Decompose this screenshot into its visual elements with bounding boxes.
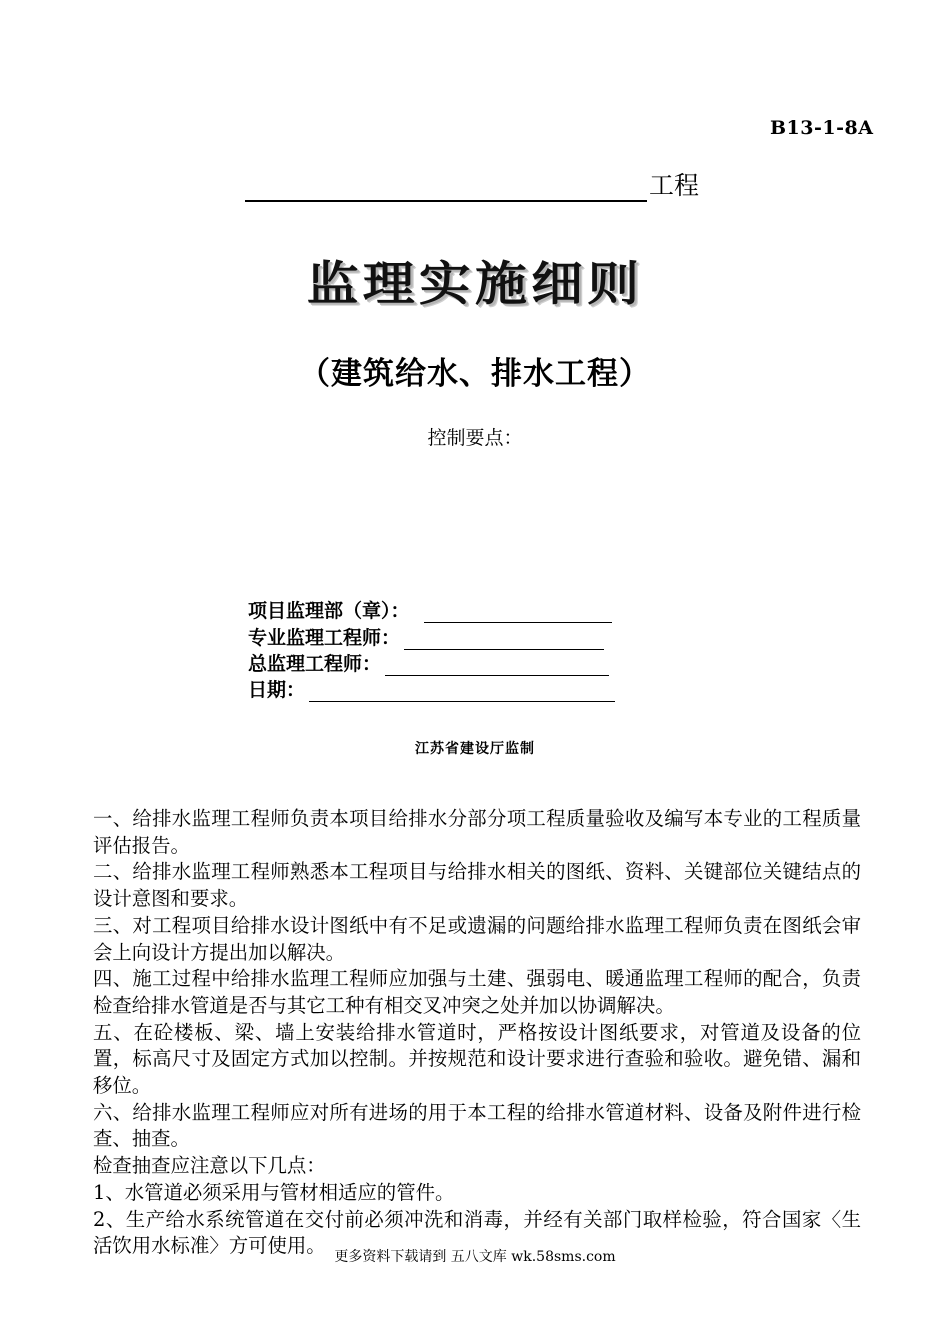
paragraph: 2、生产给水系统管道在交付前必须冲洗和消毒，并经有关部门取样检验，符合国家〈生活饮用水标准〉方可使用。 [93, 1207, 861, 1258]
main-title: 监理实施细则 [306, 257, 644, 312]
sub-title: （建筑给水、排水工程） [299, 356, 651, 392]
paragraph: 1、水管道必须采用与管材相适应的管件。 [93, 1180, 455, 1204]
paragraph: 六、给排水监理工程师应对所有进场的用于本工程的给排水管道材料、设备及附件进行检查、抽查。 [93, 1100, 861, 1151]
signature-blank-line [424, 602, 612, 623]
key-points-label: 控制要点： [427, 427, 523, 449]
project-name-blank-line [245, 172, 647, 202]
signature-row-chief [248, 649, 609, 676]
project-name-field [245, 166, 699, 200]
signature-blank-line [309, 681, 615, 702]
paragraph: 二、给排水监理工程师熟悉本工程项目与给排水相关的图纸、资料、关键部位关键结点的设计意图和要求。 [93, 860, 861, 911]
signature-row-department [248, 596, 612, 623]
footer-text: 更多资料下载请到 五八文库 wk.58sms.com [334, 1249, 616, 1265]
paragraph: 检查抽查应注意以下几点： [93, 1154, 326, 1178]
signature-label: 项目监理部（章）： [248, 600, 410, 622]
paragraph: 五、在砼楼板、梁、墙上安装给排水管道时，严格按设计图纸要求，对管道及设备的位置，标高尺寸及固定方式加以控制。并按规范和设计要求进行查验和验收。避免错、漏和移位。 [93, 1020, 861, 1098]
signature-row-engineer [248, 623, 604, 650]
signature-label: 日期： [248, 679, 306, 701]
project-suffix: 工程 [649, 171, 700, 200]
signature-blank-line [404, 629, 604, 650]
document-code: B13-1-8A [770, 117, 874, 139]
body-text [93, 806, 861, 1260]
paragraph: 一、给排水监理工程师负责本项目给排水分部分项工程质量验收及编写本专业的工程质量评估报告。 [93, 807, 861, 857]
paragraph: 四、施工过程中给排水监理工程师应加强与土建、强弱电、暖通监理工程师的配合，负责检查给排水管道是否与其它工种有相交叉冲突之处并加以协调解决。 [93, 967, 861, 1017]
publisher: 江苏省建设厅监制 [415, 741, 535, 757]
signature-label: 总监理工程师： [248, 653, 382, 675]
signature-label: 专业监理工程师： [248, 627, 401, 649]
signature-blank-line [385, 655, 609, 676]
signature-row-date [248, 675, 615, 702]
paragraph: 三、对工程项目给排水设计图纸中有不足或遗漏的问题给排水监理工程师负责在图纸会审会上向设计方提出加以解决。 [93, 913, 861, 964]
